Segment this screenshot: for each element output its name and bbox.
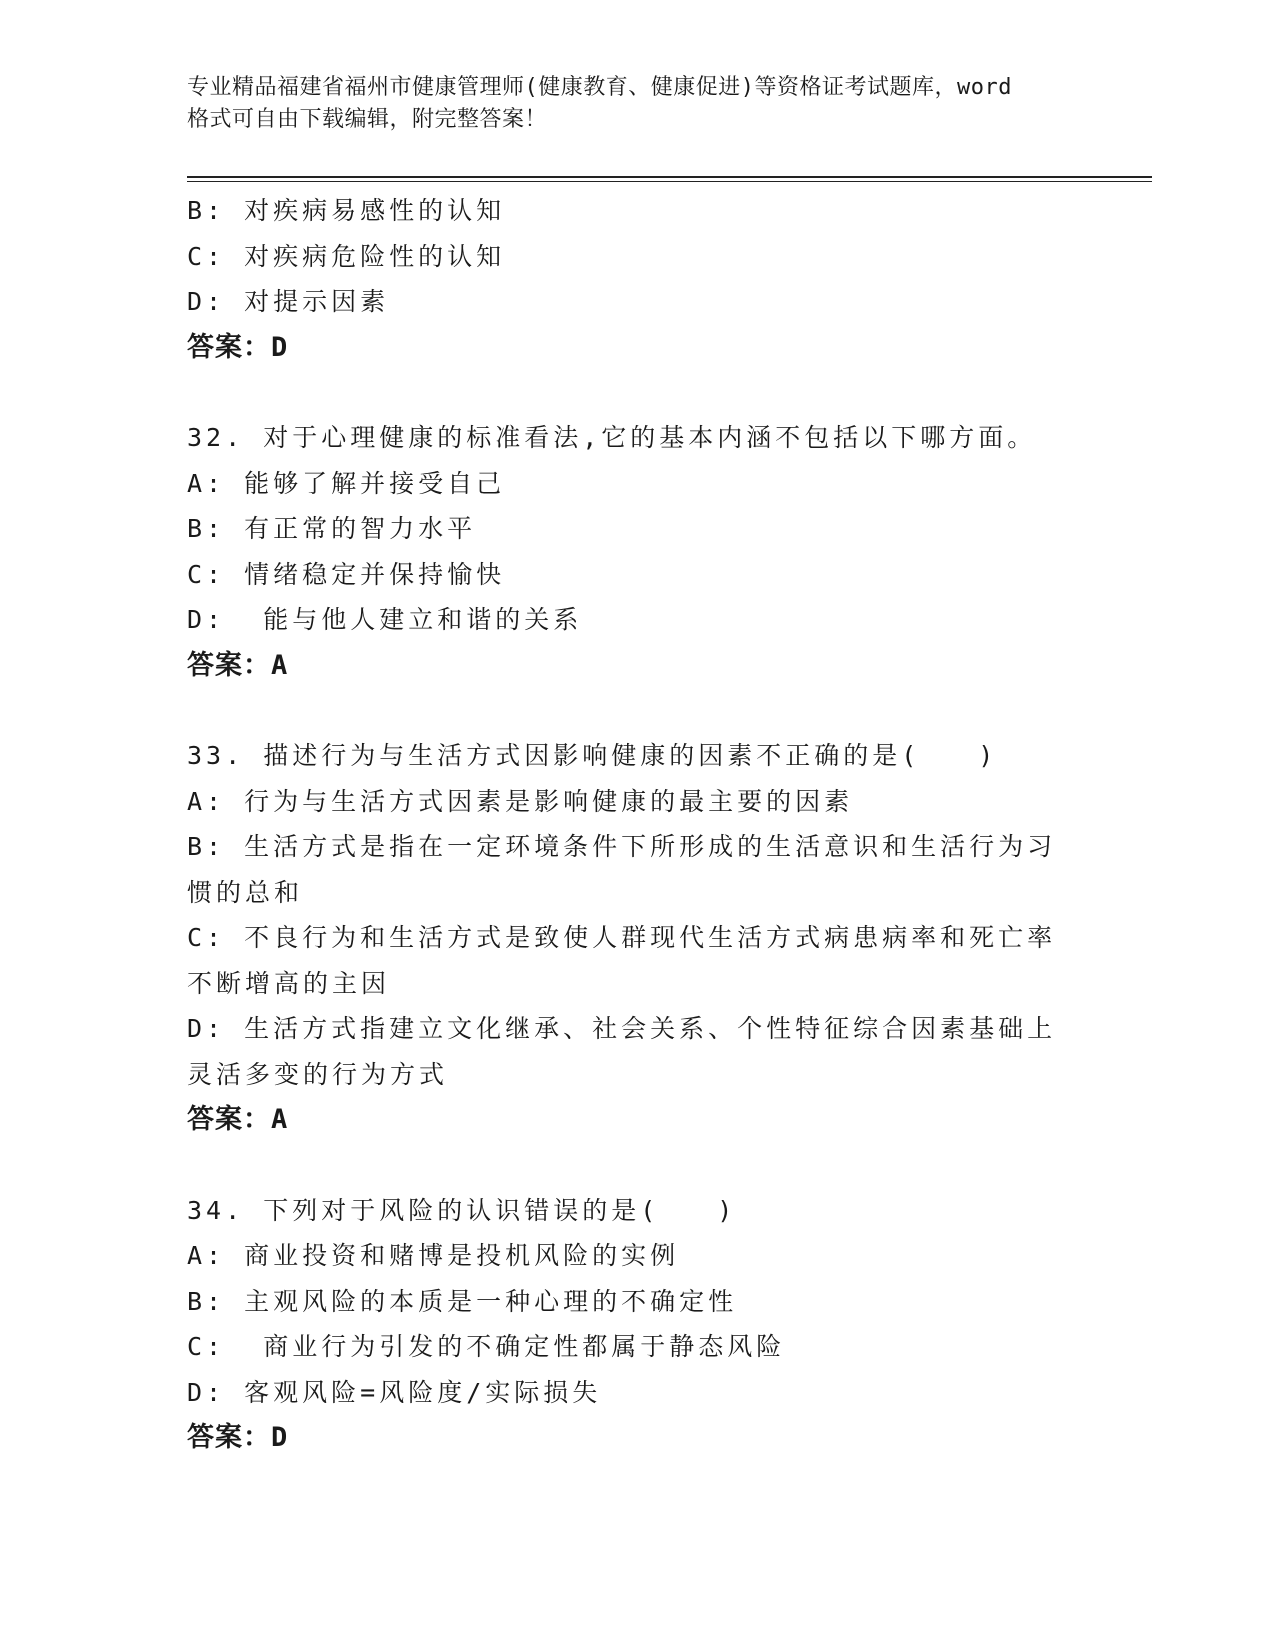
option-a: A: 能够了解并接受自己 xyxy=(187,468,506,498)
option-b: B: 有正常的智力水平 xyxy=(187,514,477,543)
answer: 答案：A xyxy=(187,1104,289,1135)
header-line-2: 格式可自由下载编辑，附完整答案！ xyxy=(187,107,548,132)
spacer xyxy=(187,688,1077,733)
header-line-1: 专业精品福建省福州市健康管理师(健康教育、健康促进)等资格证考试题库，word xyxy=(187,75,1012,100)
option-d: D: 能与他人建立和谐的关系 xyxy=(187,605,583,634)
question-34 xyxy=(187,1188,1077,1461)
option-b: B: 主观风险的本质是一种心理的不确定性 xyxy=(187,1286,738,1316)
spacer xyxy=(187,1143,1077,1188)
option-b: B: 生活方式是指在一定环境条件下所形成的生活意识和生活行为习惯的总和 xyxy=(187,832,1057,907)
option-d: D: 生活方式指建立文化继承、社会关系、个性特征综合因素基础上灵活多变的行为方式 xyxy=(187,1014,1057,1089)
spacer xyxy=(187,370,1077,415)
option-c: C: 商业行为引发的不确定性都属于静态风险 xyxy=(187,1332,786,1361)
question-text: 34. 下列对于风险的认识错误的是( ) xyxy=(187,1195,737,1225)
question-31-continued xyxy=(187,188,1077,370)
option-c: C: 不良行为和生活方式是致使人群现代生活方式病患病率和死亡率不断增高的主因 xyxy=(187,923,1057,998)
question-33 xyxy=(187,733,1077,1143)
option-d: D: 对提示因素 xyxy=(187,287,390,316)
answer: 答案：D xyxy=(187,331,289,363)
option-a: A: 商业投资和赌博是投机风险的实例 xyxy=(187,1241,680,1270)
answer: 答案：D xyxy=(187,1422,289,1453)
answer: 答案：A xyxy=(187,649,289,681)
option-c: C: 对疾病危险性的认知 xyxy=(187,241,506,271)
option-a: A: 行为与生活方式因素是影响健康的最主要的因素 xyxy=(187,786,854,816)
question-text: 33. 描述行为与生活方式因影响健康的因素不正确的是( ) xyxy=(187,741,998,770)
option-d: D: 客观风险=风险度/实际损失 xyxy=(187,1377,602,1407)
option-c: C: 情绪稳定并保持愉快 xyxy=(187,559,506,589)
header-divider-thick xyxy=(187,176,1152,178)
header-divider-thin xyxy=(187,181,1152,182)
question-list xyxy=(187,188,1077,1461)
question-text: 32. 对于心理健康的标准看法,它的基本内涵不包括以下哪方面。 xyxy=(187,423,1037,452)
page-header xyxy=(187,72,1087,136)
question-32 xyxy=(187,415,1077,688)
option-b: B: 对疾病易感性的认知 xyxy=(187,196,506,225)
